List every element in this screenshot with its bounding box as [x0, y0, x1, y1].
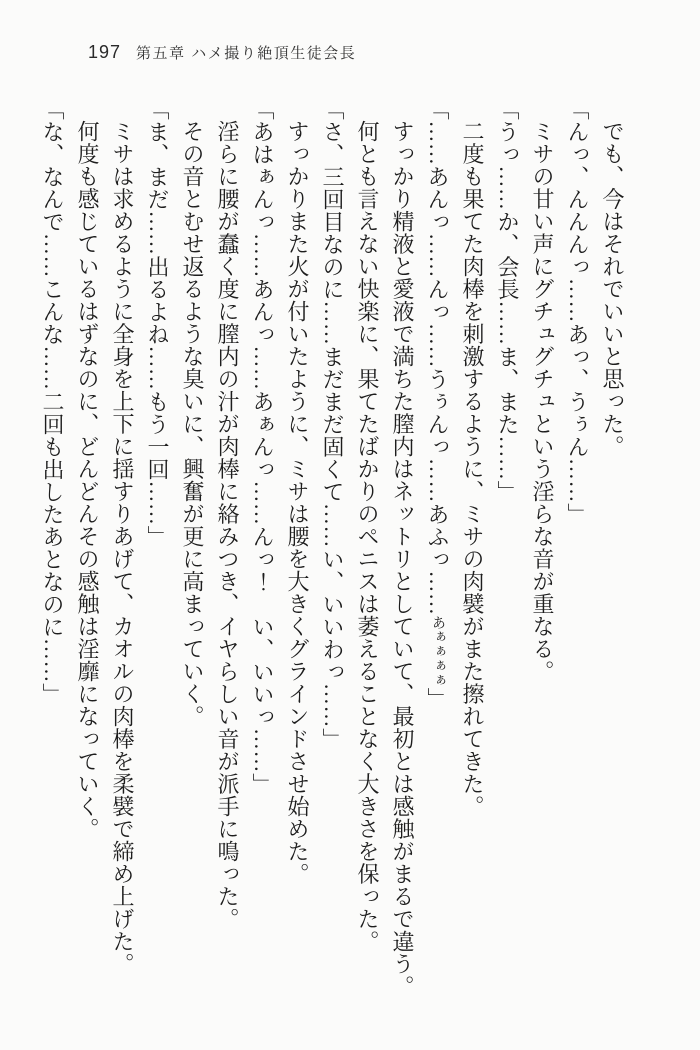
- paragraph-text: 淫らに腰が蠢く度に膣内の汁が肉棒に絡みつき、イヤらしい音が派手に鳴った。: [215, 120, 240, 930]
- paragraph-text: ミサは求めるように全身を上下に揺すりあげて、カオルの肉棒を柔襞で締め上げた。: [110, 120, 135, 975]
- paragraph-text: 何度も感じているはずなのに、どんどんその感触は淫靡になっていく。: [75, 120, 100, 840]
- paragraph-text: ミサの甘い声にグチュグチュという淫らな音が重なる。: [530, 120, 555, 683]
- paragraph: [525, 98, 560, 1010]
- paragraph: [105, 98, 140, 1010]
- paragraph: [140, 98, 175, 1010]
- paragraph-text: 「うっ……か、会長……ま、また……」: [495, 98, 520, 503]
- paragraph: [280, 98, 315, 1010]
- paragraph-text: その音とむせ返るような臭いに、興奮が更に高まっていく。: [180, 120, 205, 728]
- paragraph-text: 「……あんっ……んっ……うぅんっ……あふっ……: [425, 98, 450, 616]
- paragraph-text: 「さ、三回目なのに……まだまだ固くて……い、いいわっ……」: [320, 98, 345, 751]
- paragraph: [455, 98, 490, 1010]
- paragraph: [245, 98, 280, 1010]
- paragraph: [385, 98, 420, 1010]
- paragraph: [210, 98, 245, 1010]
- page-number: 197: [88, 42, 122, 62]
- paragraph: [35, 98, 70, 1010]
- paragraph-text: 二度も果てた肉棒を刺激するように、ミサの肉襞がまた擦れてきた。: [460, 120, 485, 818]
- paragraph-text: でも、今はそれでいいと思った。: [600, 120, 625, 458]
- paragraph-text: 「ま、まだ……出るよね……もう一回……」: [145, 98, 170, 548]
- small-kana-text: あぁぁぁぁ: [430, 615, 445, 688]
- paragraph: [315, 98, 350, 1010]
- paragraph: [420, 98, 455, 1010]
- paragraph-text: 何とも言えない快楽に、果てたばかりのペニスは萎えることなく大きさを保った。: [355, 120, 380, 953]
- body-text: [35, 98, 630, 1010]
- paragraph: [595, 98, 630, 1010]
- page-header: [88, 42, 356, 63]
- paragraph-text: 」: [425, 687, 450, 710]
- paragraph-text: 「な、なんで……こんな……二回も出したあとなのに……」: [40, 98, 65, 706]
- paragraph: [350, 98, 385, 1010]
- paragraph: [70, 98, 105, 1010]
- paragraph-text: すっかりまた火が付いたように、ミサは腰を大きくグラインドさせ始めた。: [285, 120, 310, 885]
- paragraph: [490, 98, 525, 1010]
- paragraph: [560, 98, 595, 1010]
- paragraph: [175, 98, 210, 1010]
- paragraph-text: すっかり精液と愛液で満ちた膣内はネットリとしていて、最初とは感触がまるで違う。: [390, 120, 415, 998]
- chapter-title: 第五章 ハメ撮り絶頂生徒会長: [136, 45, 357, 62]
- paragraph-text: 「あはぁんっ……あんっ……あぁんっ……んっ！ い、いいっ……」: [250, 98, 275, 796]
- paragraph-text: 「んっ、んんんっ……あっ、うぅん……」: [565, 98, 590, 526]
